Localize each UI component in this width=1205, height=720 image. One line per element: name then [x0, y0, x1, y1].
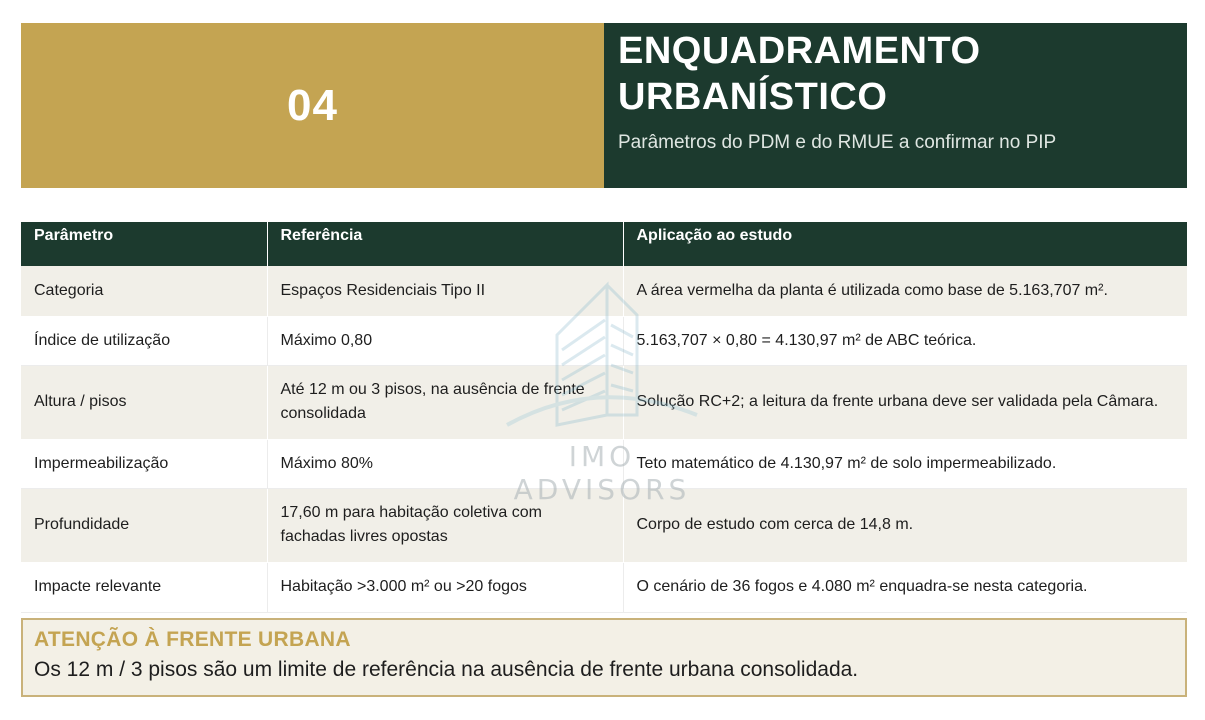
- table-row: [21, 562, 1187, 612]
- table-cell: Máximo 80%: [267, 439, 623, 488]
- table-row: [21, 266, 1187, 316]
- table-cell: Índice de utilização: [21, 316, 267, 365]
- table-row: [21, 316, 1187, 365]
- section-header: [21, 23, 1187, 188]
- page-title-line-2: URBANÍSTICO: [618, 76, 888, 118]
- page-title-line-1: ENQUADRAMENTO: [618, 30, 981, 72]
- attention-callout: [21, 618, 1187, 697]
- table-cell: Altura / pisos: [21, 365, 267, 439]
- page-subtitle: Parâmetros do PDM e do RMUE a confirmar no PIP: [618, 132, 1057, 153]
- table-cell: Espaços Residenciais Tipo II: [267, 266, 623, 316]
- watermark-text: IMO ADVISORS: [513, 440, 691, 506]
- section-title-panel: [604, 23, 1187, 188]
- table-cell: A área vermelha da planta é utilizada como base de 5.163,707 m².: [623, 266, 1187, 316]
- table-cell: Máximo 0,80: [267, 316, 623, 365]
- table-row: [21, 439, 1187, 488]
- parameters-table-container: [21, 222, 1187, 613]
- table-cell: 5.163,707 × 0,80 = 4.130,97 m² de ABC teórica.: [623, 316, 1187, 365]
- table-row: [21, 365, 1187, 439]
- callout-text: Os 12 m / 3 pisos são um limite de referência na ausência de frente urbana consolidada.: [34, 658, 859, 681]
- table-cell: Impermeabilização: [21, 439, 267, 488]
- table-cell: Categoria: [21, 266, 267, 316]
- table-cell: Solução RC+2; a leitura da frente urbana deve ser validada pela Câmara.: [623, 365, 1187, 439]
- table-cell: Profundidade: [21, 488, 267, 562]
- page-title: [618, 28, 1173, 120]
- table-cell: Impacte relevante: [21, 562, 267, 612]
- table-cell: Corpo de estudo com cerca de 14,8 m.: [623, 488, 1187, 562]
- column-header-aplicacao: Aplicação ao estudo: [623, 222, 1187, 266]
- parameters-table: [21, 222, 1187, 613]
- table-row: [21, 488, 1187, 562]
- table-cell: 17,60 m para habitação coletiva com fachadas livres opostas: [267, 488, 623, 562]
- table-cell: Até 12 m ou 3 pisos, na ausência de frente consolidada: [267, 365, 623, 439]
- column-header-parametro: Parâmetro: [21, 222, 267, 266]
- section-number: 04: [287, 80, 338, 130]
- table-cell: Teto matemático de 4.130,97 m² de solo impermeabilizado.: [623, 439, 1187, 488]
- callout-title: ATENÇÃO À FRENTE URBANA: [34, 628, 351, 651]
- section-number-panel: [21, 23, 604, 188]
- table-header-row: [21, 222, 1187, 266]
- table-cell: Habitação >3.000 m² ou >20 fogos: [267, 562, 623, 612]
- column-header-referencia: Referência: [267, 222, 623, 266]
- table-cell: O cenário de 36 fogos e 4.080 m² enquadra-se nesta categoria.: [623, 562, 1187, 612]
